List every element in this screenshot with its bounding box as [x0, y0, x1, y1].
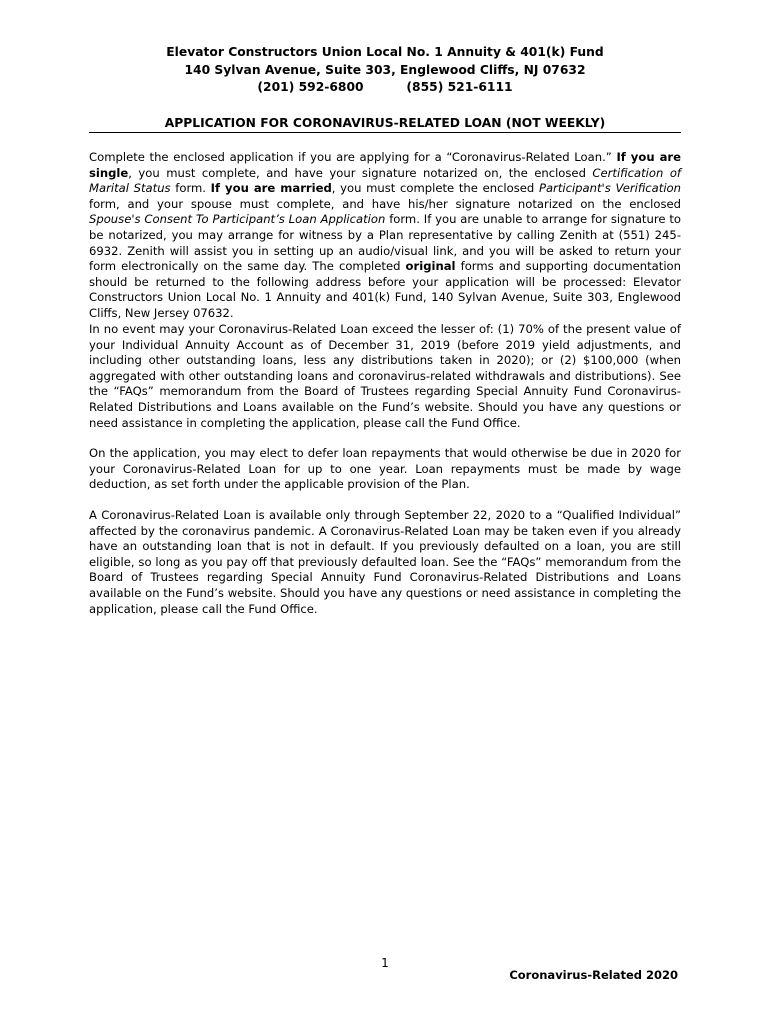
paragraph-repayment: On the application, you may elect to defer loan repayments that would otherwise be due in 2020 for your Coronavirus-Related Loan for up to one year. Loan repayments must be made by wage deduction, as set forth under the applicable provision of the Plan. [89, 446, 681, 492]
text-segment: Complete the enclosed application if you are applying for a “Coronavirus-Related Loan.” [89, 150, 617, 164]
bold-original: original [405, 259, 456, 274]
paragraph-eligibility: A Coronavirus-Related Loan is available only through September 22, 2020 to a “Qualified Individual” affected by the coronavirus pandemic. A Coronavirus-Related Loan may be taken even if you already have an outstanding loan that is not in default. If you previously defaulted on a loan, you are still eligible, so long as you pay off that previously defaulted loan. See the “FAQs” memorandum from the Board of Trustees regarding Special Annuity Fund Coronavirus-Related Distributions and Loans available on the Fund’s website. Should you have any questions or need assistance in completing the application, please call the Fund Office. [89, 508, 681, 616]
paragraph-loan-limit: In no event may your Coronavirus-Related Loan exceed the lesser of: (1) 70% of the present value of your Individual Annuity Account as of December 31, 2019 (before 2019 yield adjustments, and including other outstanding loans, less any distributions taken in 2020); or (2) $100,000 (when aggregated with other outstanding loans and coronavirus-related withdrawals and distributions). See the “FAQs” memorandum from the Board of Trustees regarding Special Annuity Fund Coronavirus-Related Distributions and Loans available on the Fund’s website. Should you have any questions or need assistance in completing the application, please call the Fund Office. [89, 322, 681, 430]
text-segment: form. If you are unable to arrange for signature to be notarized, you may arrange for witness by a Plan representative by calling Zenith at (551) 245-6932. Zenith will assist you in setting up an audio/visual link, and you will be asked to return your form electronically on the same day. The completed [89, 212, 681, 274]
fund-phone-numbers: (201) 592-6800 (855) 521-6111 [257, 80, 513, 94]
italic-form-participant-verification: Participant's Verification [538, 181, 681, 196]
text-segment: form. [170, 181, 211, 196]
bold-married: If you are married [210, 181, 332, 196]
document-header [0, 44, 770, 97]
fund-address: 140 Sylvan Avenue, Suite 303, Englewood Cliffs, NJ 07632 [184, 62, 586, 77]
text-segment: , you must complete, and have your signature notarized on, the enclosed [128, 165, 593, 180]
italic-form-marital-status: Certification of Marital Status [89, 165, 681, 196]
text-segment: forms and supporting documentation should be returned to the following address before your application will be processed: Elevator Constructors Union Local No. 1 Annuity and 401(k) Fund, 140 Sylvan Avenue, Suite 303, Englewood Cliffs, New Jersey 07632. [89, 259, 681, 320]
footer-label: Coronavirus-Related 2020 [509, 968, 678, 982]
text-segment: form, and your spouse must complete, and have his/her signature notarized on the enclosed [89, 196, 681, 211]
text-segment: , you must complete the enclosed [331, 181, 539, 196]
page-number: 1 [381, 956, 389, 970]
document-title: APPLICATION FOR CORONAVIRUS-RELATED LOAN (NOT WEEKLY) [89, 116, 681, 133]
bold-single: If you are single [89, 150, 681, 180]
paragraph-instructions [89, 150, 681, 322]
italic-form-spouse-consent: Spouse's Consent To Participant’s Loan Application [89, 212, 386, 227]
fund-name: Elevator Constructors Union Local No. 1 Annuity & 401(k) Fund [166, 45, 604, 59]
